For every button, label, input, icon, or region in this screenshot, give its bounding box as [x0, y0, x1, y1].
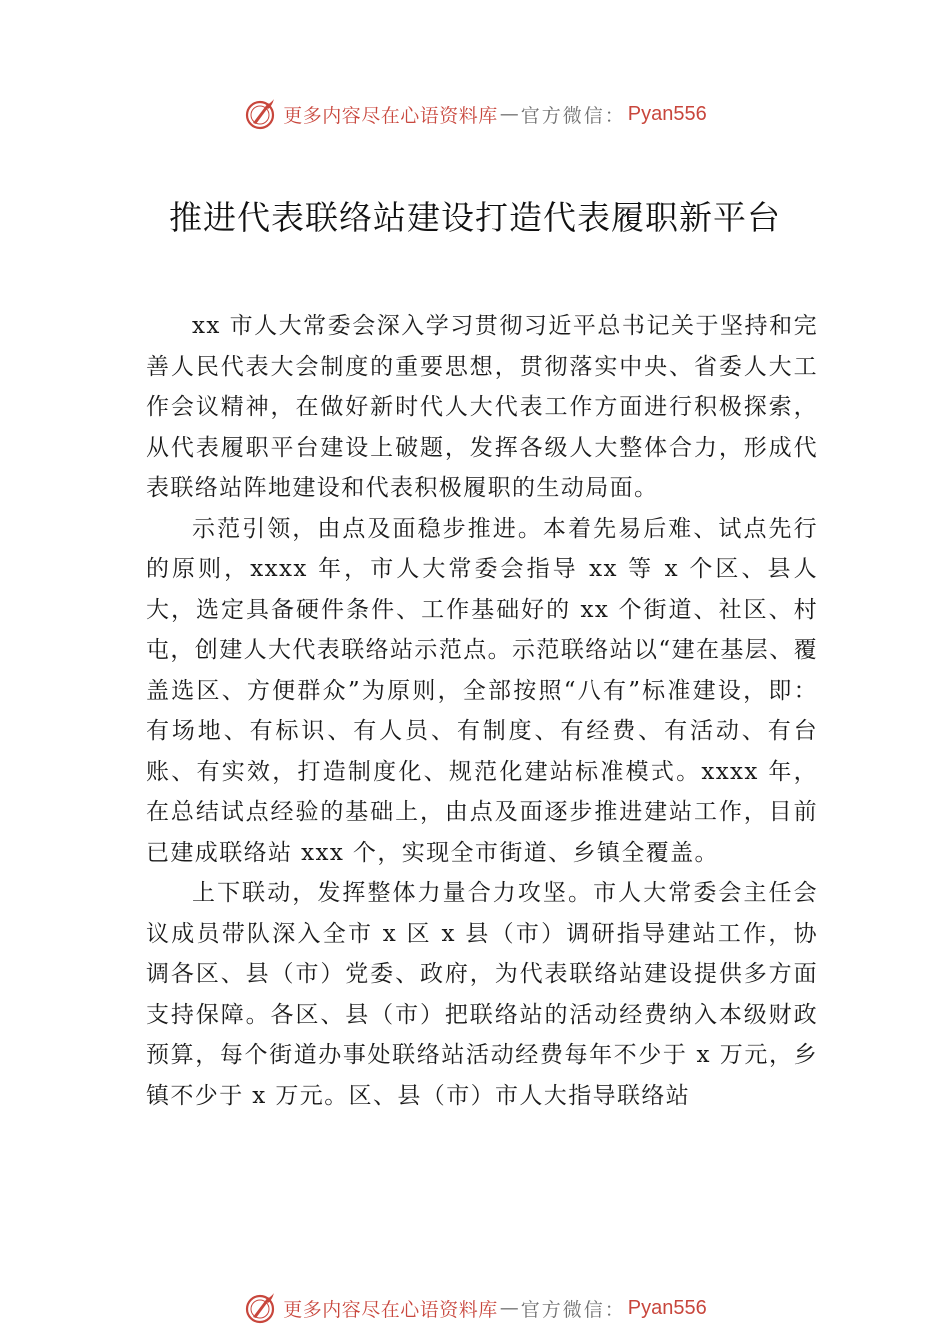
watermark-wechat-id: Pyan556	[627, 1296, 707, 1319]
paragraph-coordination: 上下联动，发挥整体力量合力攻坚。市人大常委会主任会议成员带队深入全市 x 区 x 县（市）调研指导建站工作，协调各区、县（市）党委、政府，为代表联络站建设提供多方面支持保障。各区、县（市）把联络站的活动经费纳入本级财政预算，每个街道办事处联络站活动经费每年不少于 x 万元，乡镇不少于 x 万元。区、县（市）市人大指导联络站	[146, 880, 818, 1109]
watermark-brand: 更多内容尽在心语资料库	[283, 1298, 498, 1321]
quill-pen-seal-icon	[243, 97, 277, 131]
paragraph-intro: xx 市人大常委会深入学习贯彻习近平总书记关于坚持和完善人民代表大会制度的重要思想，贯彻落实中央、省委人大工作会议精神，在做好新时代人大代表工作方面进行积极探索，从代表履职平台建设上破题，发挥各级人大整体合力，形成代表联络站阵地建设和代表积极履职的生动局面。	[146, 313, 818, 501]
watermark-header	[0, 94, 950, 134]
document-body	[146, 306, 818, 1116]
watermark-label: 官方微信：	[520, 104, 626, 127]
quill-pen-seal-icon	[243, 1291, 277, 1325]
watermark-dash: —	[499, 103, 519, 125]
document-title: 推进代表联络站建设打造代表履职新平台	[169, 198, 781, 237]
watermark-footer	[0, 1288, 950, 1328]
watermark-dash: —	[499, 1297, 519, 1319]
watermark-brand: 更多内容尽在心语资料库	[283, 104, 498, 127]
paragraph-demonstration: 示范引领，由点及面稳步推进。本着先易后难、试点先行的原则，xxxx 年，市人大常委会指导 xx 等 x 个区、县人大，选定具备硬件条件、工作基础好的 xx 个街道、社区、村屯，创建人大代表联络站示范点。示范联络站以“建在基层、覆盖选区、方便群众”为原则，全部按照“八有”标准建设，即：有场地、有标识、有人员、有制度、有经费、有活动、有台账、有实效，打造制度化、规范化建站标准模式。xxxx 年，在总结试点经验的基础上，由点及面逐步推进建站工作，目前已建成联络站 xxx 个，实现全市街道、乡镇全覆盖。	[146, 515, 818, 866]
watermark-label: 官方微信：	[520, 1298, 626, 1321]
watermark-wechat-id: Pyan556	[627, 102, 707, 125]
